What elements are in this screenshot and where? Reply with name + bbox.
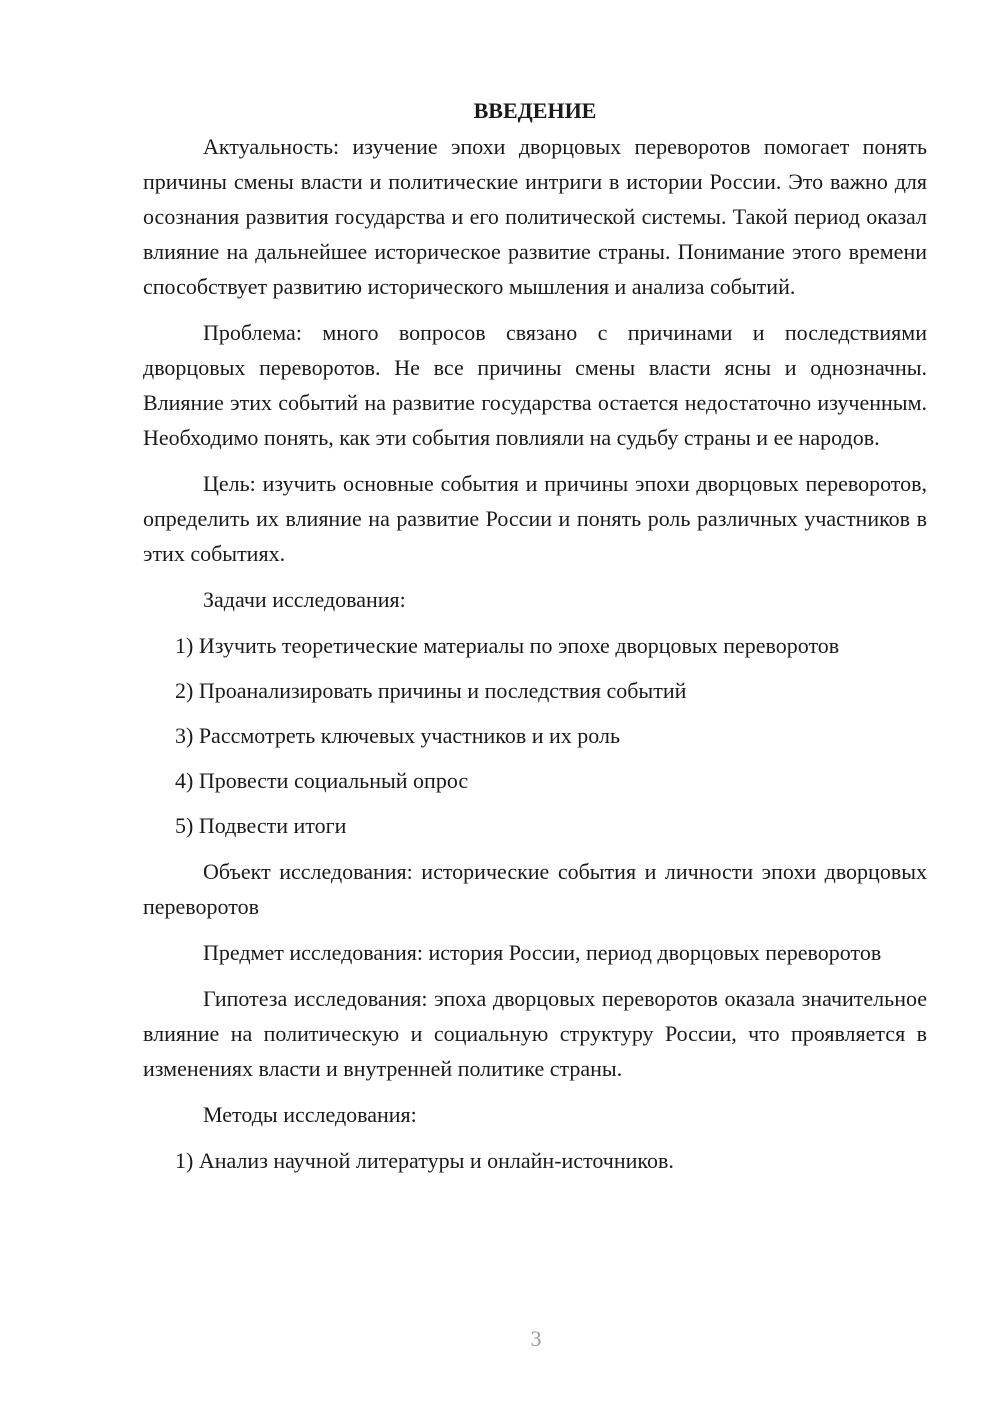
- list-item: 2) Проанализировать причины и последствия событий: [175, 678, 687, 703]
- goal-paragraph: Цель: изучить основные события и причины эпохи дворцовых переворотов, определить их влияние на развитие России и понять роль различных участников в этих событиях.: [143, 471, 927, 566]
- section-title: ВВЕДЕНИЕ: [473, 98, 597, 123]
- methods-heading: Методы исследования:: [203, 1102, 417, 1127]
- relevance-paragraph: Актуальность: изучение эпохи дворцовых переворотов помогает понять причины смены власти и политические интриги в истории России. Это важно для осознания развития государства и его политической системы. Такой период оказал влияние на дальнейшее историческое развитие страны. Понимание этого времени способствует развитию исторического мышления и анализа событий.: [143, 134, 927, 299]
- problem-paragraph: Проблема: много вопросов связано с причинами и последствиями дворцовых переворотов. Не все причины смены власти ясны и однозначны. Влияние этих событий на развитие государства остается недостаточно изученным. Необходимо понять, как эти события повлияли на судьбу страны и ее народов.: [143, 320, 927, 450]
- object-paragraph: Объект исследования: исторические события и личности эпохи дворцовых переворотов: [143, 859, 927, 919]
- methods-list: [143, 1143, 927, 1178]
- list-item: 4) Провести социальный опрос: [175, 768, 469, 793]
- list-item: 1) Анализ научной литературы и онлайн-источников.: [175, 1148, 674, 1173]
- page-content: [143, 93, 927, 1189]
- tasks-list: [143, 628, 927, 843]
- hypothesis-paragraph: Гипотеза исследования: эпоха дворцовых переворотов оказала значительное влияние на политическую и социальную структуру России, что проявляется в изменениях власти и внутренней политике страны.: [143, 986, 927, 1081]
- tasks-heading: Задачи исследования:: [203, 587, 406, 612]
- list-item: 5) Подвести итоги: [175, 813, 347, 838]
- subject-paragraph: Предмет исследования: история России, период дворцовых переворотов: [203, 940, 882, 965]
- list-item: 1) Изучить теоретические материалы по эпохе дворцовых переворотов: [175, 633, 840, 658]
- list-item: 3) Рассмотреть ключевых участников и их роль: [175, 723, 621, 748]
- page-number: 3: [530, 1326, 542, 1351]
